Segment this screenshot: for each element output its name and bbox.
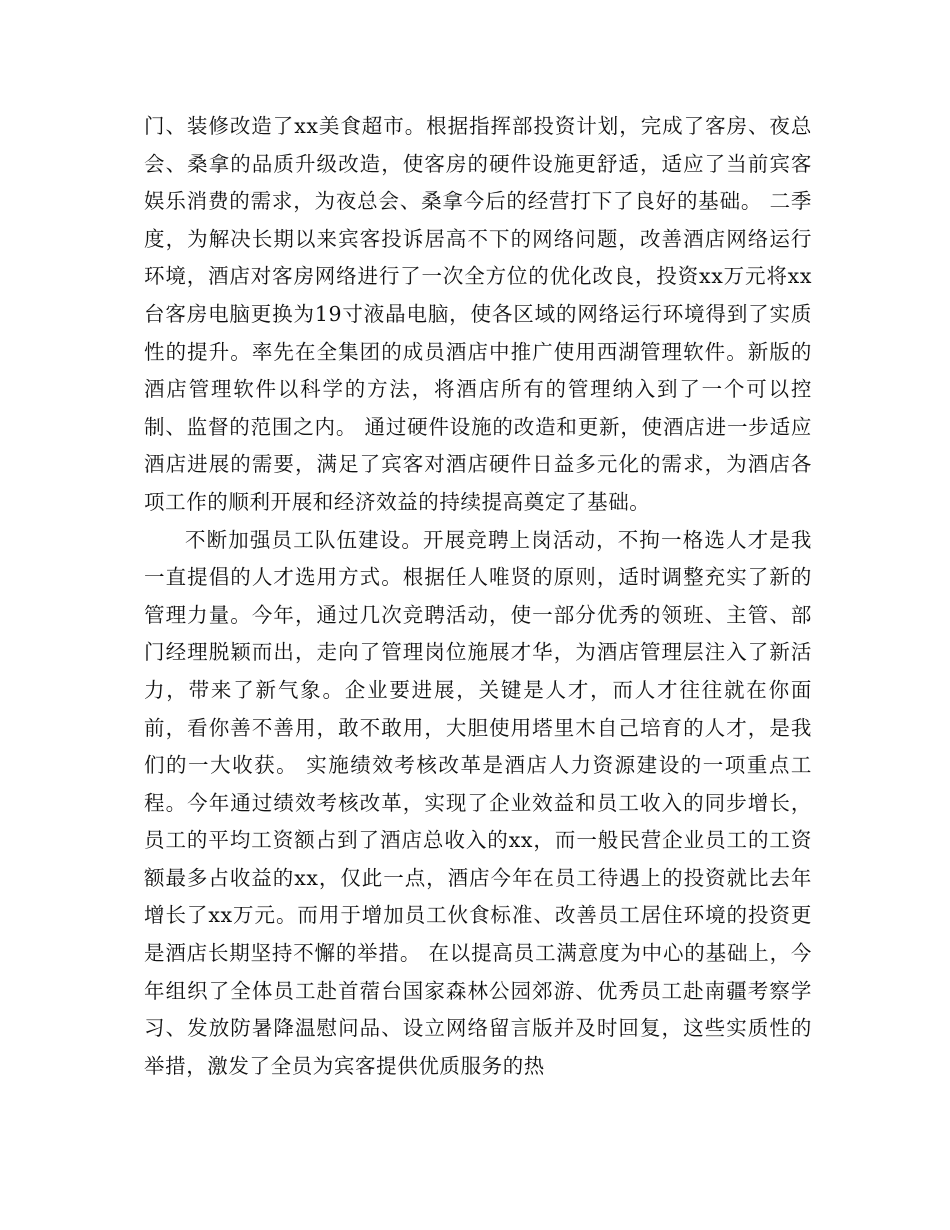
document-body [144,108,812,1085]
paragraph-1: 门、装修改造了xx美食超市。根据指挥部投资计划，完成了客房、夜总会、桑拿的品质升级改造，使客房的硬件设施更舒适，适应了当前宾客娱乐消费的需求，为夜总会、桑拿今后的经营打下了良好的基础。 二季度，为解决长期以来宾客投诉居高不下的网络问题，改善酒店网络运行环境，酒店对客房网络进行了一次全方位的优化改良，投资xx万元将xx台客房电脑更换为19寸液晶电脑，使各区域的网络运行环境得到了实质性的提升。率先在全集团的成员酒店中推广使用西湖管理软件。新版的酒店管理软件以科学的方法，将酒店所有的管理纳入到了一个可以控制、监督的范围之内。 通过硬件设施的改造和更新，使酒店进一步适应酒店进展的需要，满足了宾客对酒店硬件日益多元化的需求，为酒店各项工作的顺利开展和经济效益的持续提高奠定了基础。 [144,114,812,514]
paragraph-2: 不断加强员工队伍建设。开展竞聘上岗活动，不拘一格选人才是我一直提倡的人才选用方式。根据任人唯贤的原则，适时调整充实了新的管理力量。今年，通过几次竞聘活动，使一部分优秀的领班、主管、部门经理脱颖而出，走向了管理岗位施展才华，为酒店管理层注入了新活力，带来了新气象。企业要进展，关键是人才，而人才往往就在你面前，看你善不善用，敢不敢用，大胆使用塔里木自己培育的人才，是我们的一大收获。 实施绩效考核改革是酒店人力资源建设的一项重点工程。今年通过绩效考核改革，实现了企业效益和员工收入的同步增长，员工的平均工资额占到了酒店总收入的xx，而一般民营企业员工的工资额最多占收益的xx，仅此一点，酒店今年在员工待遇上的投资就比去年增长了xx万元。而用于增加员工伙食标准、改善员工居住环境的投资更是酒店长期坚持不懈的举措。 在以提高员工满意度为中心的基础上，今年组织了全体员工赴首蓿台国家森林公园郊游、优秀员工赴南疆考察学习、发放防暑降温慰问品、设立网络留言版并及时回复，这些实质性的举措，激发了全员为宾客提供优质服务的热 [144,527,812,1078]
